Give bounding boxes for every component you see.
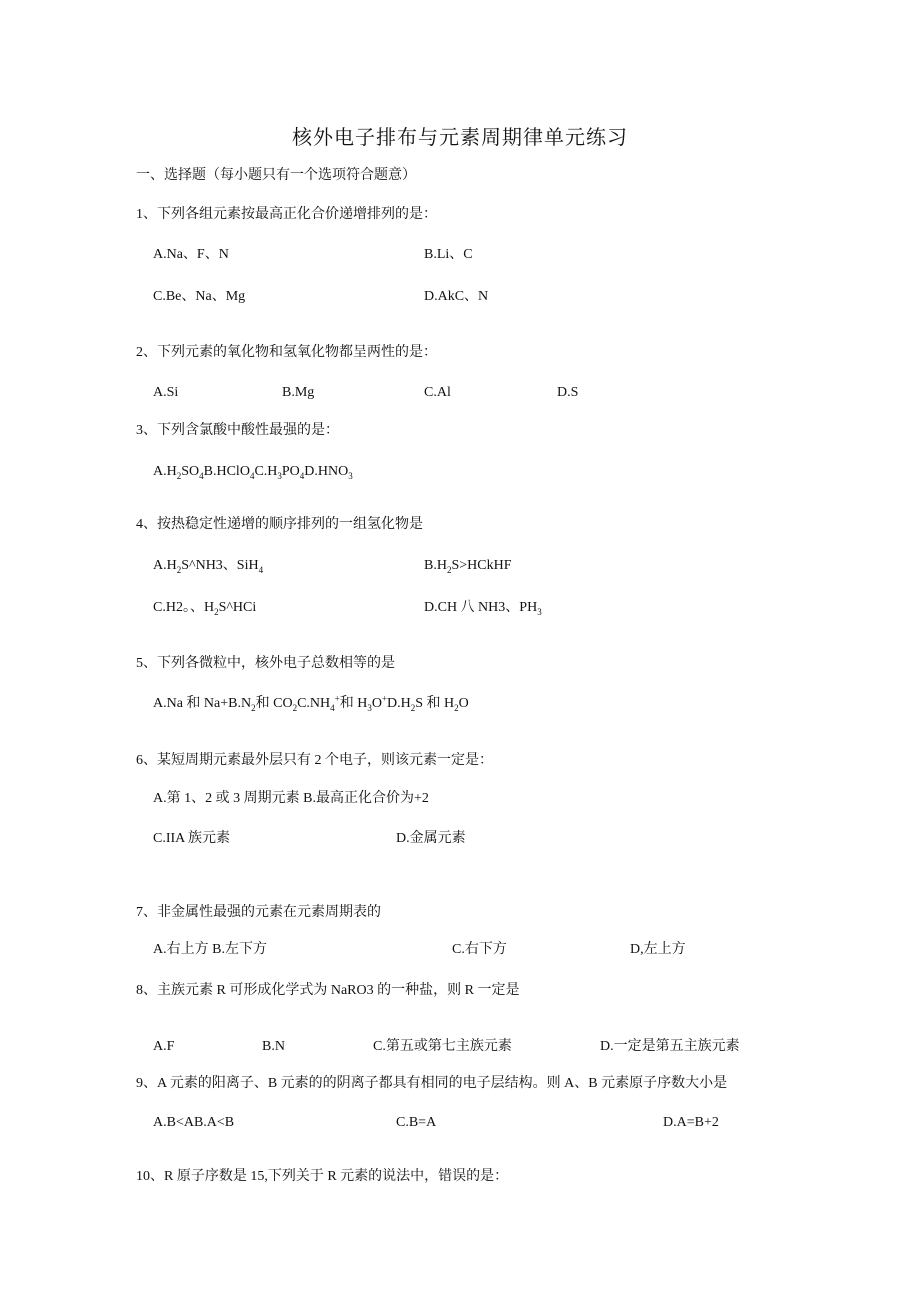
question-8-option-c: C.第五或第七主族元素 bbox=[373, 1039, 512, 1054]
question-9-option-c: C.B=A bbox=[396, 1115, 437, 1130]
question-3-options: $A.H_2SO_4B.HClO_4C.H_3PO_4D.HNO_3$ bbox=[153, 464, 353, 481]
section-heading: 一、选择题（每小题只有一个选项符合题意） bbox=[136, 168, 416, 183]
question-4-option-a: $A.H_2S\^{}NH3$、SiH$_4$ bbox=[153, 558, 264, 575]
question-8-option-a: A.F bbox=[153, 1039, 175, 1054]
question-2-option-d: D.S bbox=[557, 385, 579, 400]
question-7-option-c: C.右下方 bbox=[452, 942, 507, 957]
question-7-options-ab: A.右上方 B.左下方 bbox=[153, 942, 267, 957]
question-1-stem: 1、下列各组元素按最高正化合价递增排列的是： bbox=[136, 207, 437, 222]
question-3-stem: 3、下列含氯酸中酸性最强的是： bbox=[136, 423, 339, 438]
question-4-option-c: C.H2。、$H_2S\^{}HCi$ bbox=[153, 600, 257, 617]
question-2-stem: 2、下列元素的氧化物和氢氧化物都呈两性的是： bbox=[136, 345, 437, 360]
question-8-option-b: B.N bbox=[262, 1039, 285, 1054]
question-6-option-c: C.IIA 族元素 bbox=[153, 831, 230, 846]
question-9-stem: 9、A 元素的阳离子、B 元素的的阴离子都具有相同的电子层结构。则 A、B 元素原子序数大小是 bbox=[136, 1076, 728, 1091]
question-6-options-ab: A.第 1、2 或 3 周期元素 B.最高正化合价为+2 bbox=[153, 791, 429, 806]
question-6-stem: 6、某短周期元素最外层只有 2 个电子，则该元素一定是： bbox=[136, 753, 493, 768]
question-2-option-a: A.Si bbox=[153, 385, 179, 400]
document-title: 核外电子排布与元素周期律单元练习 bbox=[292, 127, 628, 149]
question-5-options: A.Na 和 $Na+B.N_2$和 $CO_2C.NH_4^+$和 $H_3O^+D.H_2S$ 和 $H_2O$ bbox=[153, 693, 469, 713]
question-1-option-b: B.Li、C bbox=[424, 247, 473, 262]
question-1-option-d: D.AkC、N bbox=[424, 289, 489, 304]
question-7-option-d: D,左上方 bbox=[630, 942, 686, 957]
question-2-option-b: B.Mg bbox=[282, 385, 315, 400]
question-5-stem: 5、下列各微粒中，核外电子总数相等的是 bbox=[136, 656, 395, 671]
question-4-option-d: D.CH 八 NH3、$PH_3$ bbox=[424, 600, 542, 617]
question-9-option-d: D.A=B+2 bbox=[663, 1115, 719, 1130]
question-1-option-a: A.Na、F、N bbox=[153, 247, 229, 262]
question-8-stem: 8、主族元素 R 可形成化学式为 NaRO3 的一种盐，则 R 一定是 bbox=[136, 983, 520, 998]
question-7-stem: 7、非金属性最强的元素在元素周期表的 bbox=[136, 905, 381, 920]
question-10-stem: 10、R 原子序数是 15,下列关于 R 元素的说法中，错误的是： bbox=[136, 1169, 509, 1184]
question-2-option-c: C.Al bbox=[424, 385, 451, 400]
question-8-option-d: D.一定是第五主族元素 bbox=[600, 1039, 740, 1054]
question-9-options-ab: A.B<AB.A<B bbox=[153, 1115, 235, 1130]
question-1-option-c: C.Be、Na、Mg bbox=[153, 289, 246, 304]
question-6-option-d: D.金属元素 bbox=[396, 831, 466, 846]
question-4-option-b: $B.H_2S>HCkHF$ bbox=[424, 558, 512, 575]
question-4-stem: 4、按热稳定性递增的顺序排列的一组氢化物是 bbox=[136, 517, 423, 532]
